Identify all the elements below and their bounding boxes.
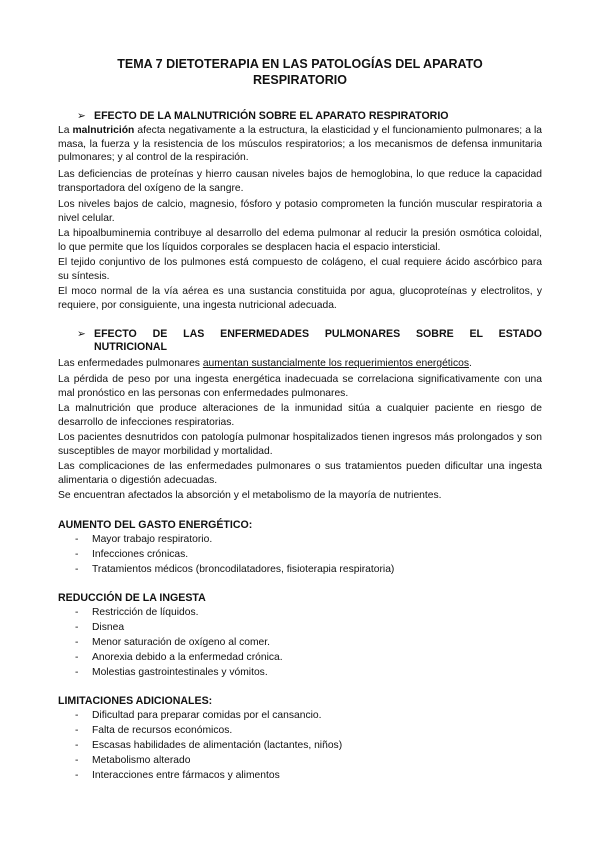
paragraph-text: . bbox=[468, 358, 472, 369]
ingesta-list bbox=[58, 606, 542, 681]
paragraph-text: afecta negativamente a la estructura, la elasticidad y el funcionamiento pulmonares; a la masa, la fuerza y la resistencia de los músculos respiratorios; a los mecanismos de defensa inmunitaria pulmonares; y al control de la respiración. bbox=[58, 125, 542, 164]
list-item-text: Molestias gastrointestinales y vómitos. bbox=[92, 666, 268, 678]
paragraph: La hipoalbuminemia contribuye al desarrollo del edema pulmonar al reducir la presión osmótica coloidal, lo que permite que los líquidos corporales se desplacen hacia el espacio intersticial. bbox=[58, 228, 542, 253]
page-title bbox=[80, 56, 520, 88]
paragraph: Las complicaciones de las enfermedades pulmonares o sus tratamientos pueden dificultar una ingesta alimentaria o digestión adecuadas. bbox=[58, 461, 542, 486]
list-item bbox=[58, 709, 542, 724]
section-heading-text: EFECTO DE LA MALNUTRICIÓN SOBRE EL APARATO RESPIRATORIO bbox=[94, 110, 449, 122]
dash-bullet-icon: - bbox=[75, 548, 79, 560]
list-item bbox=[58, 769, 542, 784]
dash-bullet-icon: - bbox=[75, 534, 79, 545]
section-heading-malnutricion bbox=[77, 110, 542, 123]
subheading-reduccion-ingesta: REDUCCIÓN DE LA INGESTA bbox=[58, 592, 206, 604]
dash-bullet-icon: - bbox=[75, 666, 79, 678]
list-item-text: Falta de recursos económicos. bbox=[92, 724, 233, 736]
page-title-line-2: RESPIRATORIO bbox=[253, 73, 347, 87]
paragraph: El tejido conjuntivo de los pulmones está compuesto de colágeno, el cual requiere ácido ascórbico para su síntesis. bbox=[58, 257, 542, 282]
list-item bbox=[58, 666, 542, 681]
list-item bbox=[58, 724, 542, 739]
dash-bullet-icon: - bbox=[75, 651, 79, 663]
arrow-bullet-icon: ➢ bbox=[77, 328, 86, 340]
dash-bullet-icon: - bbox=[75, 563, 79, 575]
list-item-text: Disnea bbox=[92, 621, 125, 633]
list-item-text: Mayor trabajo respiratorio. bbox=[92, 534, 213, 545]
dash-bullet-icon: - bbox=[75, 739, 79, 751]
dash-bullet-icon: - bbox=[75, 607, 79, 618]
paragraph-text: Las enfermedades pulmonares bbox=[58, 358, 203, 369]
underlined-text: aumentan sustancialmente los requerimientos energéticos bbox=[202, 358, 469, 369]
list-item bbox=[58, 533, 542, 548]
list-item bbox=[58, 606, 542, 621]
list-item bbox=[58, 754, 542, 769]
page-title-line-1: TEMA 7 DIETOTERAPIA EN LAS PATOLOGÍAS DEL APARATO bbox=[117, 57, 483, 71]
subheading-gasto-energetico: AUMENTO DEL GASTO ENERGÉTICO: bbox=[58, 519, 253, 531]
list-item bbox=[58, 636, 542, 651]
list-item bbox=[58, 651, 542, 666]
list-item bbox=[58, 563, 542, 578]
paragraph: Los pacientes desnutridos con patología pulmonar hospitalizados tienen ingresos más prolongados y son susceptibles de mayor morbilidad y mortalidad. bbox=[58, 432, 542, 457]
list-item-text: Dificultad para preparar comidas por el cansancio. bbox=[92, 710, 322, 721]
paragraph bbox=[58, 124, 542, 165]
gasto-list bbox=[58, 533, 542, 578]
dash-bullet-icon: - bbox=[75, 724, 79, 736]
list-item-text: Escasas habilidades de alimentación (lactantes, niños) bbox=[92, 739, 343, 751]
paragraph-text: La bbox=[58, 125, 73, 136]
list-item-text: Tratamientos médicos (broncodilatadores, fisioterapia respiratoria) bbox=[92, 563, 395, 575]
section-heading-text-line-2: NUTRICIONAL bbox=[94, 341, 167, 354]
list-item-text: Metabolismo alterado bbox=[92, 754, 191, 766]
paragraph: La pérdida de peso por una ingesta energética inadecuada se correlaciona significativamente con una mal pronóstico en las personas con enfermedades pulmonares. bbox=[58, 374, 542, 399]
list-item-text: Anorexia debido a la enfermedad crónica. bbox=[92, 651, 283, 663]
list-item-text: Menor saturación de oxígeno al comer. bbox=[92, 636, 271, 648]
dash-bullet-icon: - bbox=[75, 754, 79, 766]
bold-term: malnutrición bbox=[72, 125, 135, 136]
paragraph: Los niveles bajos de calcio, magnesio, fósforo y potasio comprometen la función muscular respiratoria a nivel celular. bbox=[58, 199, 542, 224]
paragraph: Las deficiencias de proteínas y hierro causan niveles bajos de hemoglobina, lo que reduce la capacidad transportadora del oxígeno de la sangre. bbox=[58, 169, 542, 194]
dash-bullet-icon: - bbox=[75, 769, 79, 781]
list-item bbox=[58, 548, 542, 563]
list-item bbox=[58, 739, 542, 754]
list-item bbox=[58, 621, 542, 636]
paragraph bbox=[58, 357, 542, 371]
section-heading-text-line-1: EFECTO DE LAS ENFERMEDADES PULMONARES SOBRE EL ESTADO bbox=[94, 328, 542, 340]
section-heading-enfermedades bbox=[77, 328, 542, 355]
paragraph: El moco normal de la vía aérea es una sustancia constituida por agua, glucoproteínas y electrolitos, y requiere, por consiguiente, una ingesta nutricional adecuada. bbox=[58, 286, 542, 311]
dash-bullet-icon: - bbox=[75, 621, 79, 633]
paragraph: Se encuentran afectados la absorción y el metabolismo de la mayoría de nutrientes. bbox=[58, 490, 442, 501]
limitaciones-list bbox=[58, 709, 542, 784]
paragraph: La malnutrición que produce alteraciones de la inmunidad sitúa a cualquier paciente en riesgo de desarrollo de infecciones respiratorias. bbox=[58, 403, 542, 428]
list-item-text: Interacciones entre fármacos y alimentos bbox=[92, 769, 280, 781]
dash-bullet-icon: - bbox=[75, 710, 79, 721]
subheading-limitaciones: LIMITACIONES ADICIONALES: bbox=[58, 695, 213, 707]
dash-bullet-icon: - bbox=[75, 636, 79, 648]
list-item-text: Infecciones crónicas. bbox=[92, 548, 189, 560]
list-item-text: Restricción de líquidos. bbox=[92, 607, 199, 618]
arrow-bullet-icon: ➢ bbox=[77, 110, 86, 122]
